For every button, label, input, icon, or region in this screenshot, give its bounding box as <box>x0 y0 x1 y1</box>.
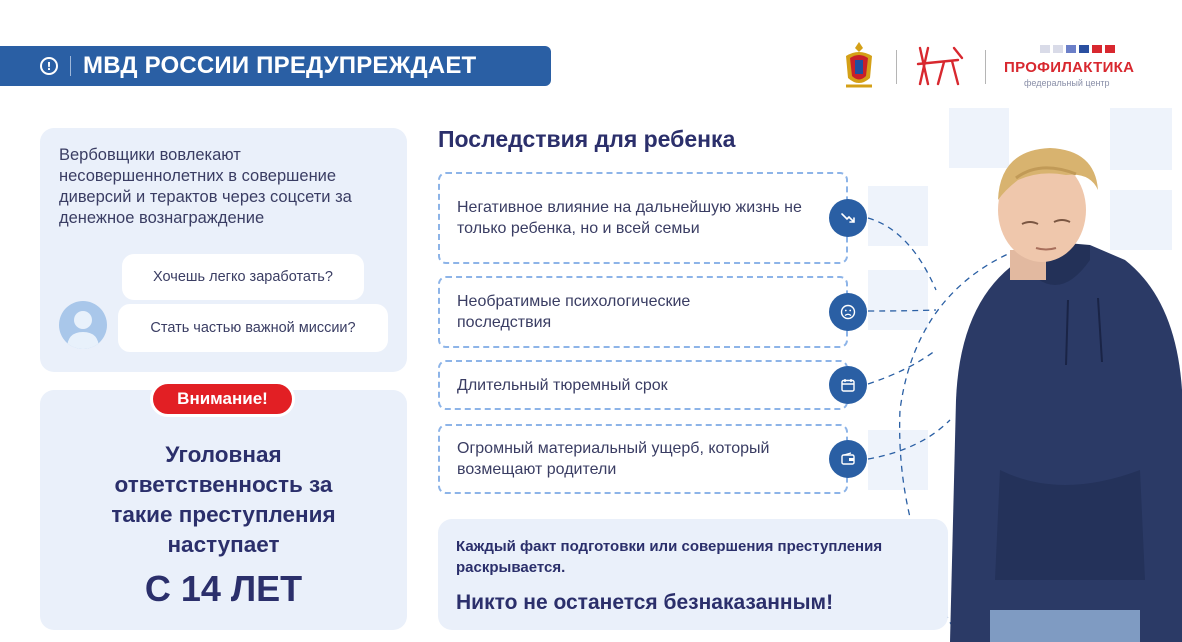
chair-logo-icon <box>914 44 966 86</box>
chat-bubble: Стать частью важной миссии? <box>118 304 388 352</box>
prof-logo-title: ПРОФИЛАКТИКА <box>1004 59 1135 76</box>
color-square <box>1053 45 1063 53</box>
mvd-emblem-icon <box>842 40 876 92</box>
recruit-text: Вербовщики вовлекают несовершеннолетних в совершение диверсий и терактов через соцсети за денежное вознаграждение <box>59 146 352 227</box>
logo-separator <box>896 50 897 84</box>
attention-badge: Внимание! <box>150 381 295 417</box>
footer-large-text: Никто не останется безнаказанным! <box>456 591 834 614</box>
prof-color-squares <box>1040 45 1115 53</box>
page-title: МВД РОССИИ ПРЕДУПРЕЖДАЕТ <box>83 52 477 79</box>
color-square <box>1092 45 1102 53</box>
consequence-item <box>438 172 848 264</box>
consequence-text: Негативное влияние на дальнейшую жизнь не только ребенка, но и всей семьи <box>457 199 802 237</box>
consequence-item <box>438 424 848 494</box>
color-square <box>1040 45 1050 53</box>
consequence-text: Огромный материальный ущерб, который возмещают родители <box>457 440 770 478</box>
consequence-item <box>438 360 848 410</box>
consequence-text: Необратимые психологические последствия <box>457 293 691 331</box>
prof-logo-subtitle: федеральный центр <box>1024 78 1110 88</box>
header-bar <box>0 46 551 86</box>
wallet-icon <box>829 440 867 478</box>
logo-separator <box>985 50 986 84</box>
calendar-icon <box>829 366 867 404</box>
header-separator <box>70 56 71 76</box>
footer-small-text: Каждый факт подготовки или совершения преступления раскрывается. <box>456 538 883 576</box>
color-square <box>1079 45 1089 53</box>
user-avatar-icon <box>59 301 107 349</box>
consequence-item <box>438 276 848 348</box>
consequence-text: Длительный тюремный срок <box>457 376 668 394</box>
trend-down-icon <box>829 199 867 237</box>
sad-face-icon <box>829 293 867 331</box>
teen-photo <box>950 130 1182 642</box>
responsibility-text: Уголовная ответственность за такие преступления наступает <box>111 442 336 557</box>
chat-bubble: Хочешь легко заработать? <box>122 254 364 300</box>
consequences-title: Последствия для ребенка <box>438 126 736 152</box>
alert-circle-icon: ! <box>40 57 58 75</box>
color-square <box>1105 45 1115 53</box>
color-square <box>1066 45 1076 53</box>
age-text: С 14 ЛЕТ <box>144 568 303 609</box>
